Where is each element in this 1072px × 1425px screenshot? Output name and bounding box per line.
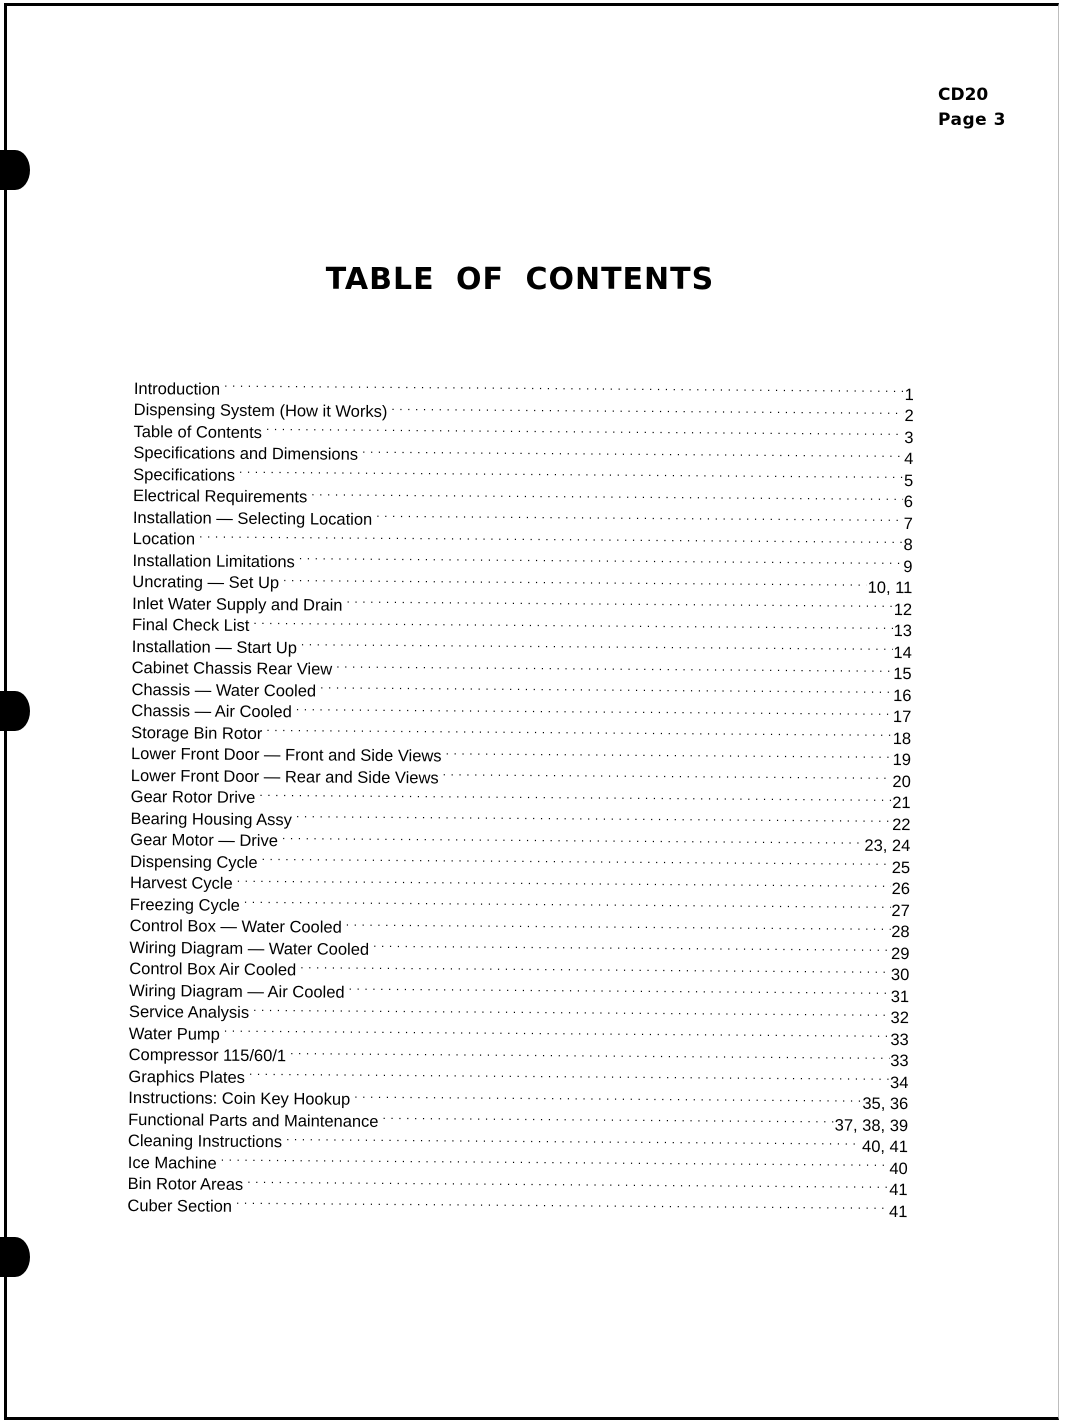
page-number: Page 3 (938, 110, 1006, 130)
toc-entry-page: 20 (892, 772, 911, 791)
toc-entry-title: Gear Rotor Drive (130, 787, 256, 807)
toc-entry-title: Functional Parts and Maintenance (128, 1110, 379, 1131)
toc-entry-title: Wiring Diagram — Air Cooled (129, 981, 345, 1002)
toc-entry-title: Instructions: Coin Key Hookup (128, 1088, 351, 1109)
toc-entry-page: 17 (892, 707, 912, 727)
toc-entry-page: 31 (890, 987, 910, 1006)
toc-entry-page: 6 (903, 493, 914, 512)
toc-entry-page: 10, 11 (867, 578, 913, 598)
toc-entry-title: Cabinet Chassis Rear View (131, 658, 333, 679)
toc-entry-title: Chassis — Water Cooled (131, 680, 317, 700)
toc-entry-title: Bearing Housing Assy (130, 809, 292, 829)
toc-entry-page: 40 (889, 1159, 908, 1178)
toc-entry-page: 32 (890, 1008, 910, 1028)
toc-entry-title: Specifications (133, 465, 236, 485)
toc-entry-page: 33 (890, 1030, 909, 1049)
table-of-contents (127, 372, 914, 1221)
toc-entry-title: Chassis — Air Cooled (131, 701, 292, 722)
toc-entry-title: Control Box Air Cooled (129, 959, 297, 980)
toc-entry-title: Bin Rotor Areas (127, 1174, 244, 1194)
toc-entry-title: Dispensing System (How it Works) (133, 400, 388, 421)
toc-entry-page: 28 (891, 922, 910, 942)
toc-entry-page: 30 (890, 965, 910, 985)
toc-entry-page: 29 (891, 944, 910, 963)
page-title: TABLE OF CONTENTS (325, 262, 715, 297)
toc-entry-page: 12 (893, 600, 913, 619)
toc-entry-page: 41 (889, 1202, 908, 1221)
toc-entry-title: Harvest Cycle (129, 873, 233, 893)
toc-entry-page: 5 (903, 471, 914, 490)
toc-entry-page: 21 (892, 793, 911, 813)
punch-hole-bottom (0, 1237, 30, 1277)
toc-entry-title: Storage Bin Rotor (131, 723, 263, 743)
toc-entry-page: 7 (903, 514, 913, 533)
toc-entry-title: Gear Motor — Drive (130, 830, 279, 851)
toc-entry-page: 33 (890, 1051, 909, 1071)
toc-entry-title: Electrical Requirements (132, 486, 308, 507)
toc-entry-page: 14 (893, 643, 912, 662)
toc-entry-title: Uncrating — Set Up (132, 572, 280, 593)
toc-entry-page: 41 (889, 1180, 908, 1200)
toc-entry-page: 16 (893, 686, 912, 705)
toc-entry-title: Cuber Section (127, 1196, 233, 1216)
toc-entry-page: 37, 38, 39 (834, 1116, 909, 1135)
toc-entry-page: 40, 41 (861, 1137, 909, 1157)
toc-entry-title: Service Analysis (128, 1002, 250, 1022)
toc-entry-title: Location (132, 529, 196, 549)
toc-entry-title: Installation — Start Up (131, 637, 297, 657)
toc-entry-title: Inlet Water Supply and Drain (132, 594, 343, 615)
toc-entry-title: Control Box — Water Cooled (129, 916, 342, 937)
toc-entry-title: Introduction (133, 379, 221, 399)
toc-entry-title: Installation — Selecting Location (132, 508, 373, 529)
toc-entry-page: 8 (903, 536, 913, 555)
toc-entry-title: Dispensing Cycle (130, 852, 258, 872)
toc-entry-title: Specifications and Dimensions (133, 443, 359, 464)
toc-entry-page: 34 (890, 1073, 909, 1092)
toc-entry-title: Graphics Plates (128, 1067, 246, 1087)
toc-entry-title: Cleaning Instructions (127, 1131, 283, 1152)
toc-entry-page: 23, 24 (864, 836, 911, 856)
toc-entry-page: 15 (893, 664, 912, 684)
toc-entry-page: 22 (892, 815, 911, 834)
toc-entry-page: 13 (893, 621, 913, 641)
toc-entry-title: Lower Front Door — Rear and Side Views (130, 766, 439, 787)
toc-entry-page: 4 (904, 450, 914, 469)
toc-entry-title: Final Check List (131, 615, 250, 635)
toc-entry-title: Table of Contents (133, 422, 263, 442)
toc-entry-page: 26 (891, 879, 911, 899)
toc-entry-page: 1 (904, 385, 914, 404)
toc-entry-page: 35, 36 (862, 1094, 909, 1114)
toc-entry-title: Lower Front Door — Front and Side Views (130, 744, 442, 766)
toc-entry-page: 19 (892, 750, 912, 770)
toc-entry-page: 3 (904, 428, 914, 447)
document-id: CD20 (938, 85, 989, 105)
toc-entry-title: Wiring Diagram — Water Cooled (129, 938, 370, 959)
toc-entry-title: Installation Limitations (132, 551, 295, 571)
punch-hole-middle (0, 691, 30, 731)
toc-entry-title: Compressor 115/60/1 (128, 1045, 287, 1066)
toc-entry-title: Ice Machine (127, 1153, 217, 1173)
toc-entry-page: 18 (892, 729, 912, 748)
toc-entry-page: 27 (891, 901, 910, 920)
toc-entry-title: Water Pump (128, 1024, 220, 1044)
toc-entry-page: 25 (891, 858, 911, 877)
toc-entry-title: Freezing Cycle (129, 895, 240, 915)
punch-hole-top (0, 150, 30, 190)
toc-entry-page: 9 (903, 557, 913, 576)
toc-entry-page: 2 (904, 407, 914, 426)
